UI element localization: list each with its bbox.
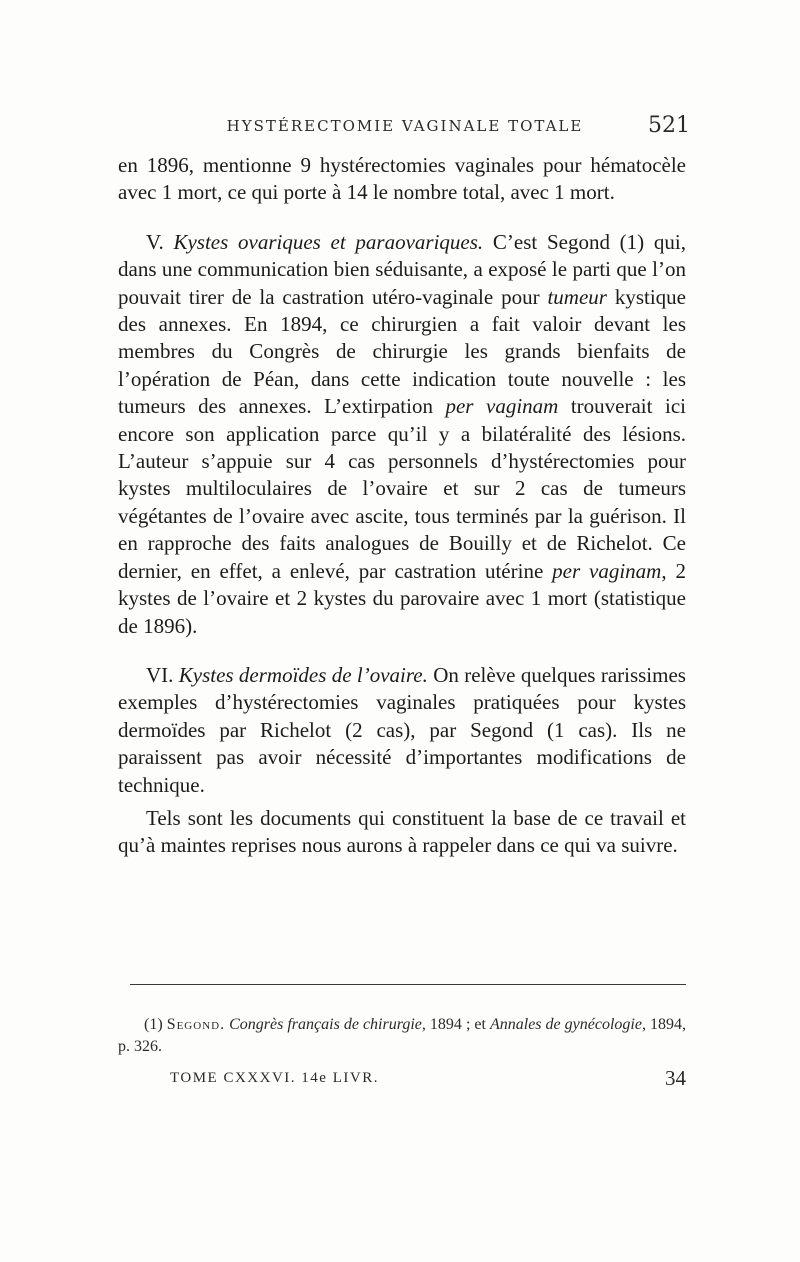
footnote-title-2: Annales de gynécologie xyxy=(489,1016,642,1033)
signature-number: 34 xyxy=(665,1066,686,1090)
section-v-text-c: trouverait ici encore son application parce qu’il y a bilatéralité des lésions. L’auteur s’appuie sur 4 cas personnels d’hystérectomies pour kystes multiloculaires de l’ovaire et sur 2 cas de tumeurs végétantes de l’ovaire avec ascite, tous terminés par la guérison. Il en rapproche des faits analogues de Bouilly et de Richelot. Ce dernier, en effet, a enlevé, par castration utérine xyxy=(118,394,686,583)
body-text xyxy=(118,152,686,860)
paragraph-section-v xyxy=(118,229,686,640)
section-v-number: V. xyxy=(146,229,174,254)
footnote-author: Segond. xyxy=(166,1016,226,1033)
section-v-per-vaginam-1: per vaginam xyxy=(445,394,559,419)
section-v-per-vaginam-2: per vaginam xyxy=(552,558,662,583)
section-v-text-d: , 2 kystes de l’ovaire et 2 kystes du parovaire avec 1 mort (statistique de 1896). xyxy=(118,558,686,638)
footnote-rest: , 1894, p. 326. xyxy=(118,1016,687,1055)
section-v-title: Kystes ovariques et paraovariques. xyxy=(173,229,484,254)
paragraph-conclusion xyxy=(118,805,686,860)
footnote-divider xyxy=(130,984,686,985)
running-title: HYSTÉRECTOMIE VAGINALE TOTALE xyxy=(226,117,584,135)
paragraph-1 xyxy=(118,152,686,207)
footnote-separator: , 1894 ; et xyxy=(421,1016,490,1033)
footnote-title-1: Congrès français de chirurgie xyxy=(225,1016,422,1033)
paragraph-section-vi xyxy=(118,662,686,799)
section-vi-text: On relève quelques rarissimes exemples d’hystérectomies vaginales pratiquées pour kystes dermoïdes par Richelot (2 cas), par Segond (1 cas). Ils ne paraissent pas avoir nécessité d’importantes modifications de technique. xyxy=(118,662,686,797)
footnote-marker: (1) xyxy=(144,1016,167,1033)
page-number: 521 xyxy=(648,113,690,138)
section-v-tumeur: tumeur xyxy=(547,284,607,309)
printer-signature: TOME CXXXVI. 14e LIVR. xyxy=(170,1070,379,1086)
conclusion-text: Tels sont les documents qui constituent la base de ce travail et qu’à maintes reprises nous aurons à rappeler dans ce qui va suivre. xyxy=(118,805,686,858)
section-vi-number: VI. xyxy=(146,662,179,687)
section-v-text-b: kystique des annexes. En 1894, ce chirurgien a fait valoir devant les membres du Congrès de chirurgie les grands bienfaits de l’opération de Péan, dans cette indication toute nouvelle : les tumeurs des annexes. L’extirpation xyxy=(118,284,686,419)
section-vi-title: Kystes dermoïdes de l’ovaire. xyxy=(178,662,428,687)
section-v-text-a: C’est Segond (1) qui, dans une communication bien séduisante, a exposé le parti que l’on pouvait tirer de la castration utéro-vaginale pour xyxy=(118,229,686,309)
footnote xyxy=(118,1014,686,1058)
paragraph-1-text: en 1896, mentionne 9 hystérectomies vaginales pour hématocèle avec 1 mort, ce qui porte à 14 le nombre total, avec 1 mort. xyxy=(118,153,686,205)
running-header xyxy=(120,113,690,143)
